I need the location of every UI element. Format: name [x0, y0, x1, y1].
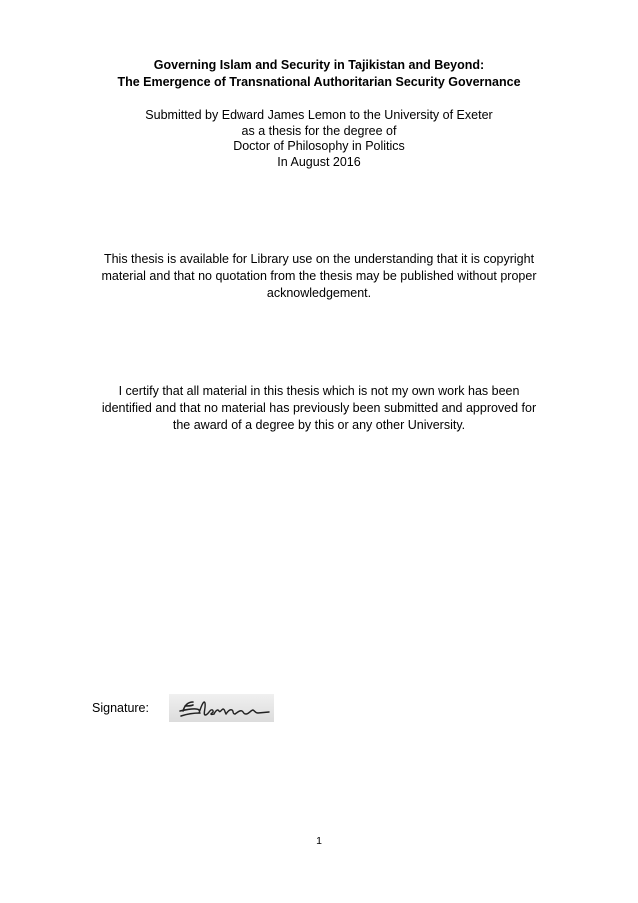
submission-degree-line: Doctor of Philosophy in Politics — [233, 139, 405, 153]
submission-statement — [60, 108, 578, 170]
certification-line-2: identified and that no material has previously been submitted and approved for — [101, 401, 537, 415]
thesis-title-line-2: The Emergence of Transnational Authoritarian Security Governance — [117, 75, 521, 89]
submission-degree-intro-line: as a thesis for the degree of — [241, 123, 397, 138]
submission-author-line: Submitted by Edward James Lemon to the University of Exeter — [145, 108, 493, 122]
availability-line-1: This thesis is available for Library use on the understanding that it is copyright — [103, 252, 535, 266]
certification-line-1: I certify that all material in this thesis which is not my own work has been — [118, 384, 520, 398]
thesis-title-line-1: Governing Islam and Security in Tajikistan and Beyond: — [153, 58, 485, 72]
certification-line-3: the award of a degree by this or any other University. — [172, 418, 466, 432]
availability-line-2: material and that no quotation from the thesis may be published without proper — [101, 269, 537, 283]
page-number: 1 — [316, 835, 322, 847]
library-availability-statement — [88, 251, 550, 302]
thesis-title — [60, 57, 578, 91]
submission-date-line: In August 2016 — [277, 154, 361, 169]
originality-certification — [88, 383, 550, 434]
handwritten-signature-image — [169, 694, 274, 722]
signature-row — [92, 694, 312, 724]
signature-label: Signature: — [92, 701, 149, 715]
availability-line-3: acknowledgement. — [266, 286, 372, 300]
